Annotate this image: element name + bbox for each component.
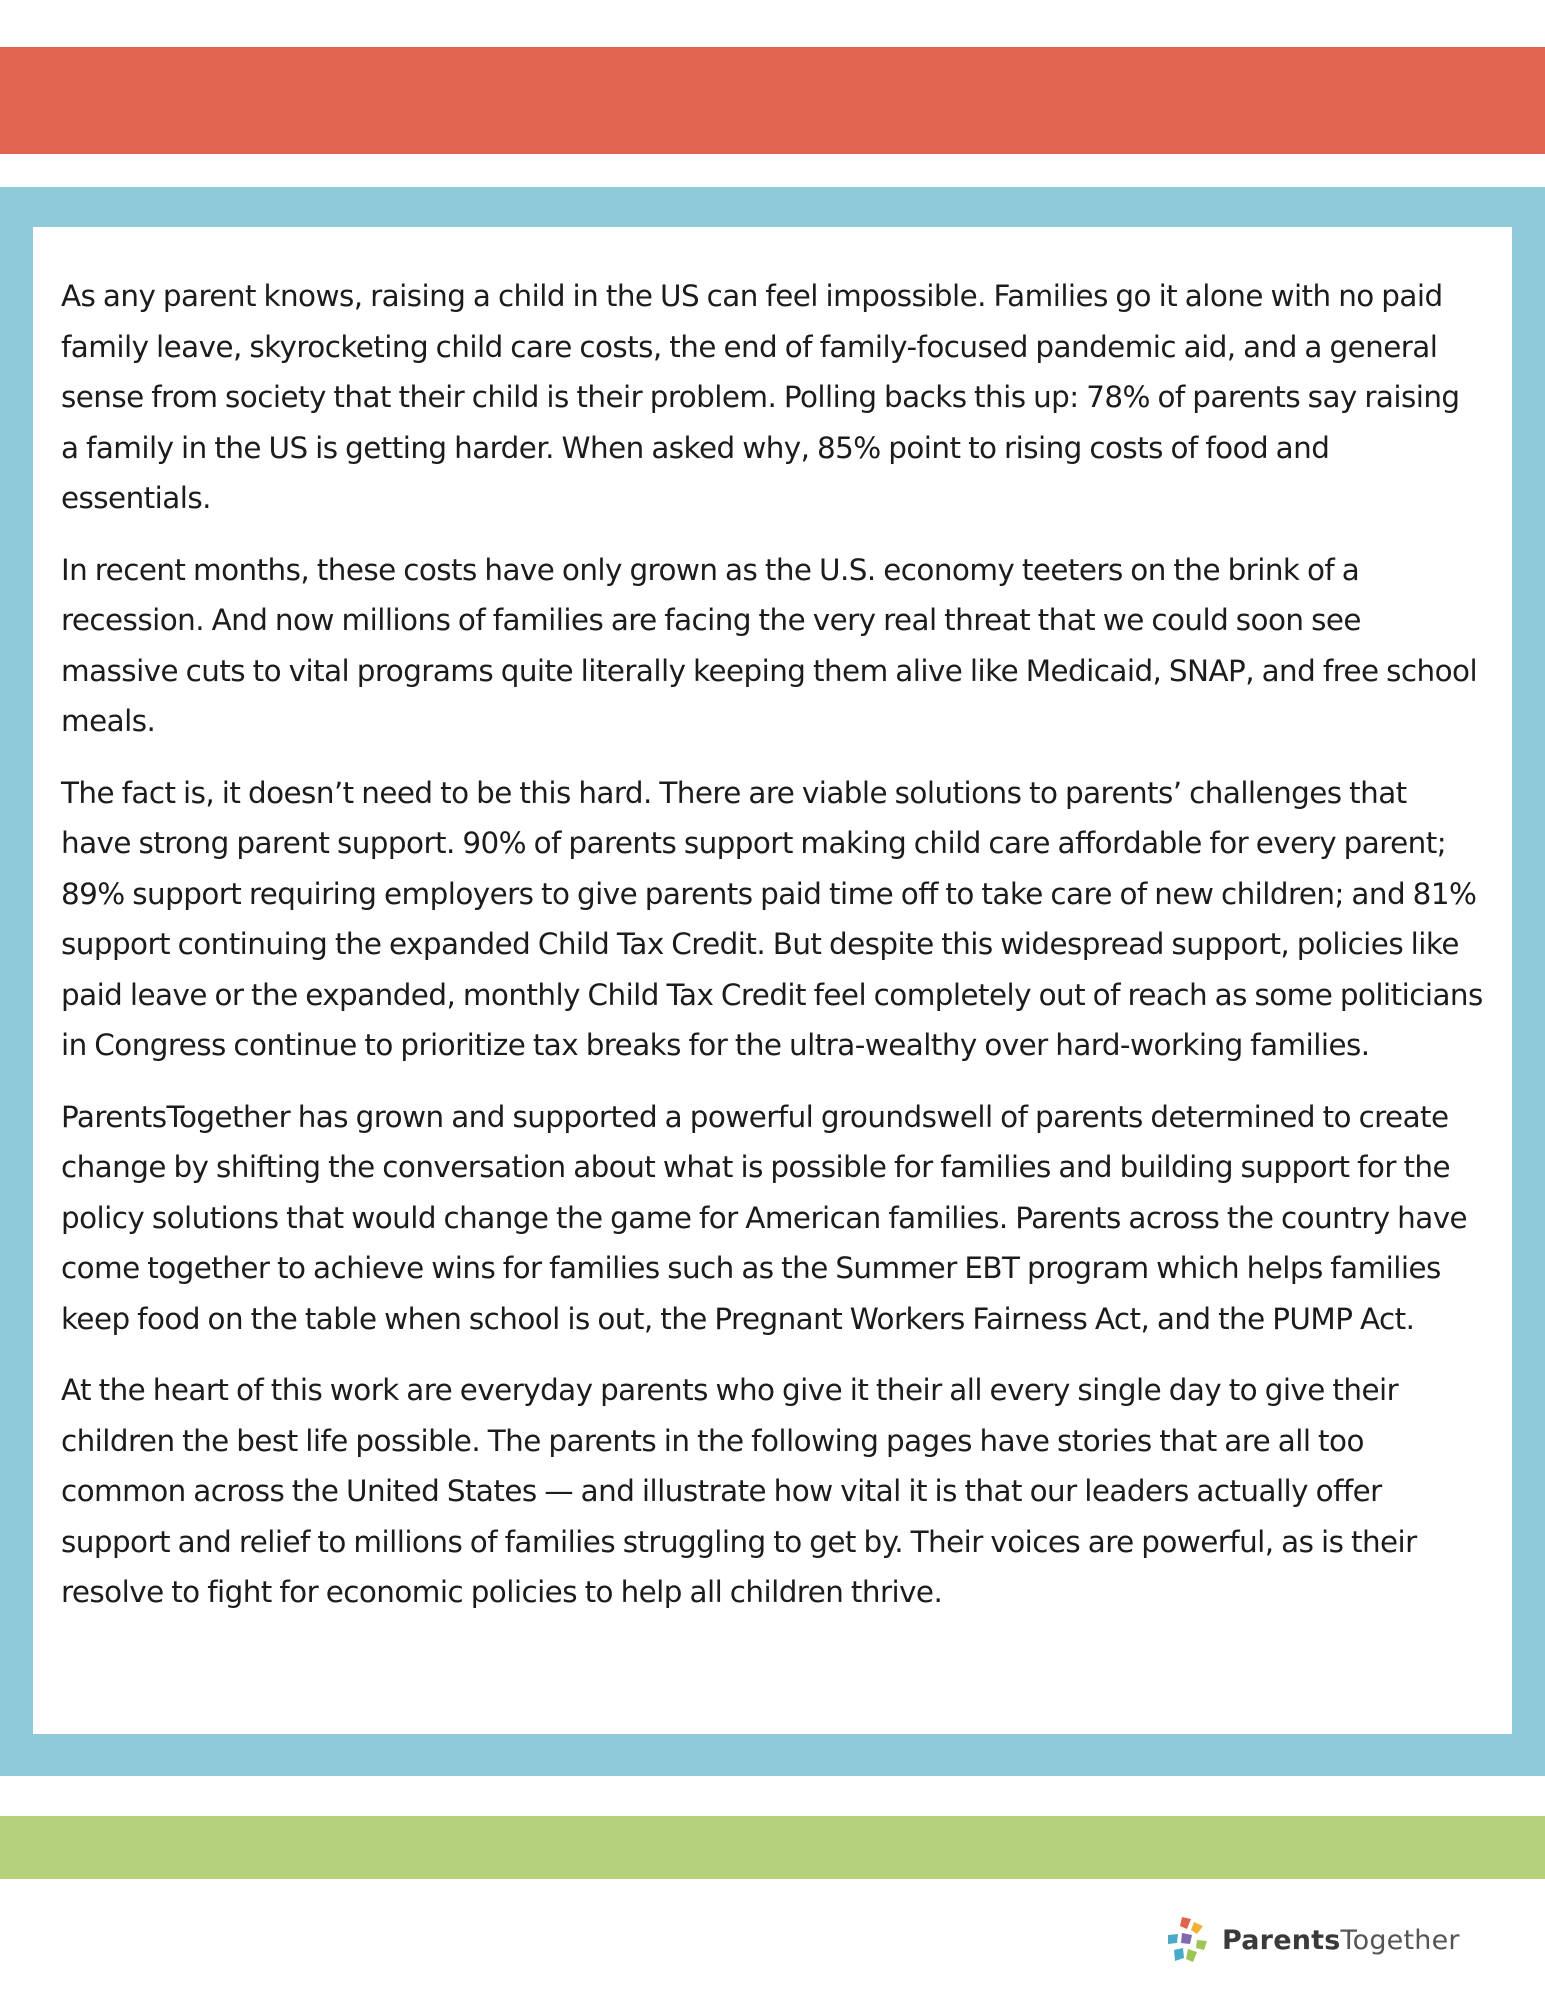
paragraph-2: In recent months, these costs have only grown as the U.S. economy teeters on the brink of a recession. And now millions of families are facing the very real threat that we could soon see massive cuts to vital programs quite literally keeping them alive like Medicaid, SNAP, and free school meals.: [61, 552, 1478, 738]
parentstogether-logo-icon: [1160, 1913, 1214, 1967]
paragraph-1: As any parent knows, raising a child in the US can feel impossible. Families go it alone with no paid family leave, skyrocketing child care costs, the end of family-focused pandemic aid, and a general sense from society that their child is their problem. Polling backs this up: 78% of parents say raising a family in the US is getting harder. When asked why, 85% point to rising costs of food and essentials.: [61, 279, 1460, 515]
paragraph-3: The fact is, it doesn’t need to be this hard. There are viable solutions to parents’ challenges that have strong parent support. 90% of parents support making child care affordable for every parent; 89% support requiring employers to give parents paid time off to take care of new children; and 81% support continuing the expanded Child Tax Credit. But despite this widespread support, policies like paid leave or the expanded, monthly Child Tax Credit feel completely out of reach as some politicians in Congress continue to prioritize tax breaks for the ultra-wealthy over hard-working families.: [61, 775, 1483, 1062]
paragraph-4: ParentsTogether has grown and supported a powerful groundswell of parents determined to create change by shifting the conversation about what is possible for families and building support for the policy solutions that would change the game for American families. Parents across the country have come together to achieve wins for families such as the Summer EBT program which helps families keep food on the table when school is out, the Pregnant Workers Fairness Act, and the PUMP Act.: [61, 1099, 1468, 1336]
parentstogether-logo: [1160, 1912, 1460, 1968]
logo-word-together: Together: [1340, 1924, 1460, 1956]
text-panel: [33, 227, 1512, 1734]
paragraph-5: At the heart of this work are everyday parents who give it their all every single day to give their children the best life possible. The parents in the following pages have stories that are all too common across the United States — and illustrate how vital it is that our leaders actually offer support and relief to millions of families struggling to get by. Their voices are powerful, as is their resolve to fight for economic policies to help all children thrive.: [61, 1373, 1417, 1609]
content-frame: [0, 187, 1545, 1776]
bottom-accent-band: [0, 1816, 1545, 1879]
logo-word-parents: Parents: [1222, 1924, 1341, 1956]
logo-wordmark: [1222, 1925, 1460, 1956]
top-accent-band: [0, 47, 1545, 154]
